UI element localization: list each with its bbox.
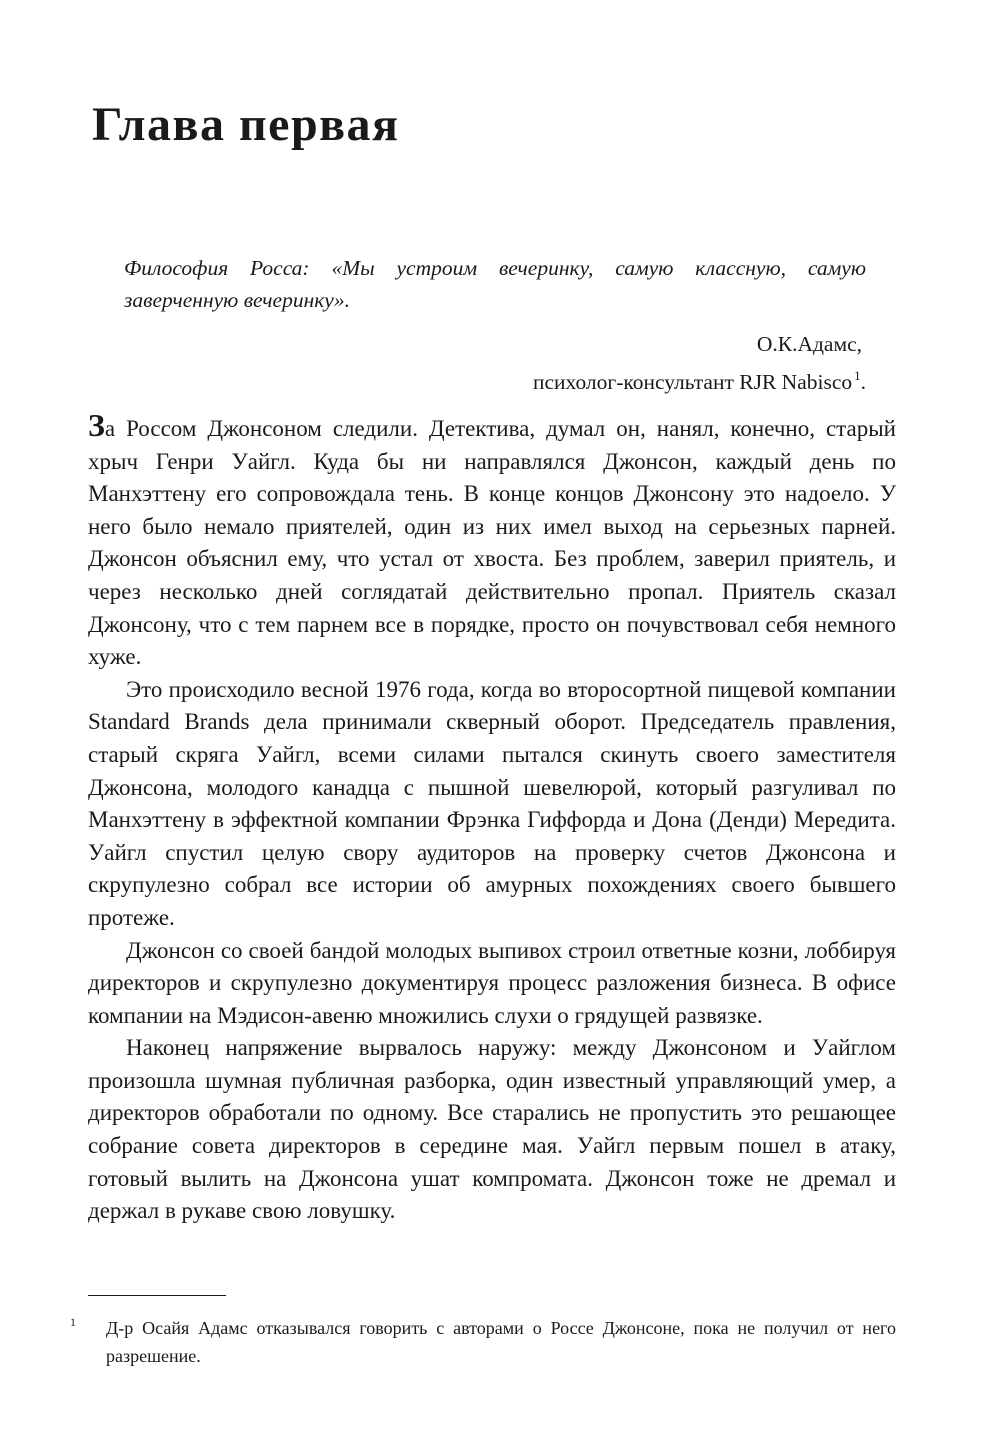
footnote-text: Д-р Осайя Адамс отказывался говорить с авторами о Россе Джонсоне, пока не получил от него разрешение. — [106, 1318, 896, 1366]
footnote-mark: 1 — [70, 1315, 76, 1329]
footnote-body — [70, 1308, 896, 1370]
epigraph-role: психолог-консультант RJR Nabisco — [532, 370, 853, 394]
footnote-divider — [88, 1295, 226, 1296]
paragraph: Джонсон со своей бандой молодых выпивох строил ответные козни, лоббируя директоров и скрупулезно документируя процесс разложения бизнеса. В офисе компании на Мэдисон-авеню множились слухи о грядущей развязке. — [88, 937, 896, 1028]
attribution-period: . — [860, 370, 866, 394]
footnote — [70, 1308, 896, 1370]
epigraph-attribution — [124, 360, 866, 398]
epigraph — [124, 252, 866, 398]
chapter-body — [88, 407, 896, 1228]
drop-letter: З — [88, 407, 105, 443]
paragraph: Наконец напряжение вырвалось наружу: между Джонсоном и Уайглом произошла шумная публичная разборка, один известный управляющий умер, а директоров обработали по одному. Все старались не пропустить это решающее собрание совета директоров в середине мая. Уайгл первым пошел в атаку, готовый вылить на Джонсона ушат компромата. Джонсон тоже не дремал и держал в рукаве свою ловушку. — [88, 1035, 896, 1224]
paragraph-text: а Россом Джонсоном следили. Детектива, думал он, нанял, конечно, старый хрыч Генри Уайгл. Куда бы ни направлялся Джонсон, каждый день по Манхэттену его сопровождала тень. В конце концов Джонсону это надоело. У него было немало приятелей, один из них имел выход на серьезных парней. Джонсон объяснил ему, что устал от хвоста. Без проблем, заверил приятель, и через несколько дней соглядатай действительно пропал. Приятель сказал Джонсону, что с тем парнем все в порядке, просто он почувствовал себя немного хуже. — [88, 416, 896, 670]
paragraph — [88, 407, 896, 674]
epigraph-quote: Философия Росса: «Мы устроим вечеринку, самую классную, самую заверченную вечеринку». — [124, 256, 866, 312]
epigraph-author: О.К.Адамс, — [756, 332, 862, 356]
footnote-reference: 1 — [854, 368, 861, 383]
paragraph: Это происходило весной 1976 года, когда во второсортной пищевой компании Standard Brands дела принимали скверный оборот. Председатель правления, старый скряга Уайгл, всеми силами пытался скинуть своего заместителя Джонсона, молодого канадца с пышной шевелюрой, который разгуливал по Манхэттену в эффектной компании Фрэнка Гиффорда и Дона (Денди) Мередита. Уайгл спустил целую свору аудиторов на проверку счетов Джонсона и скрупулезно собрал все истории об амурных похождениях своего бывшего протеже. — [88, 676, 896, 930]
chapter-title: Глава первая — [92, 98, 400, 151]
